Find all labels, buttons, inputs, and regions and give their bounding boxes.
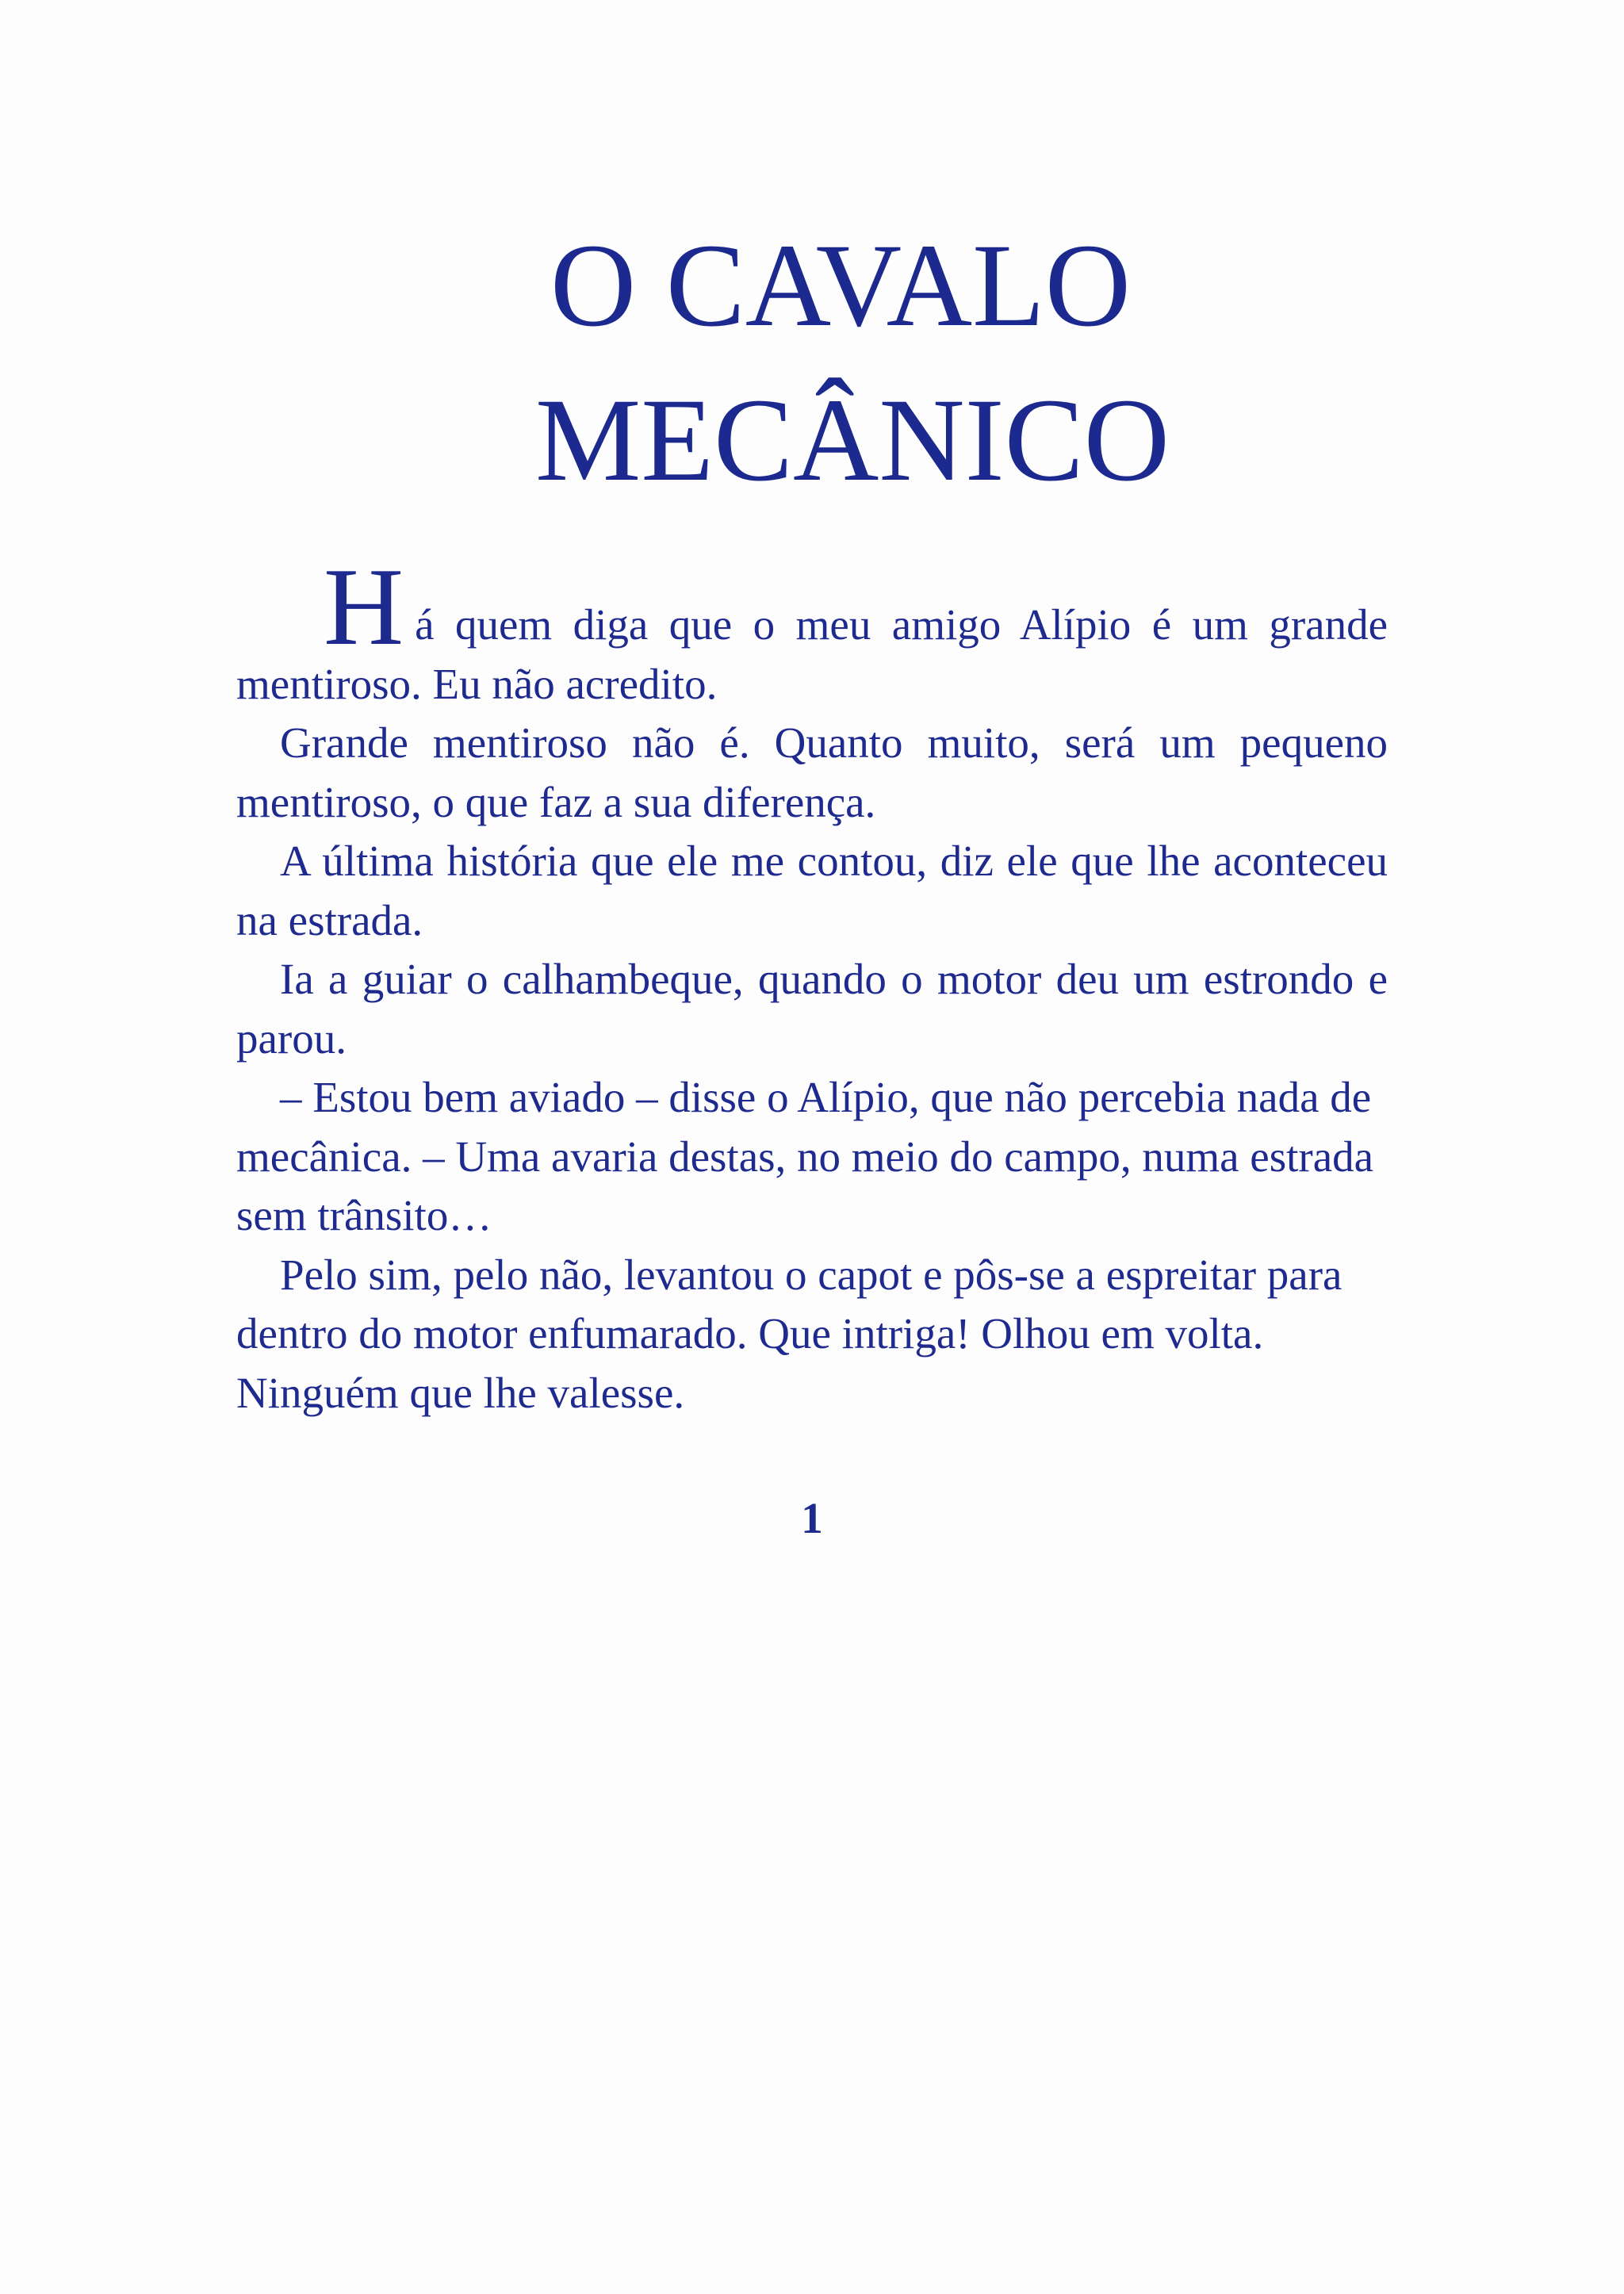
page-number: 1 [801,1494,823,1542]
paragraph-1 [236,546,1388,714]
story-body [236,546,1388,1423]
drop-cap: H [324,546,404,668]
paragraph-4: Ia a guiar o calhambeque, quando o motor deu um estrondo e parou. [236,955,1388,1063]
paragraph-5: – Estou bem aviado – disse o Alípio, que não percebia nada de mecânica. – Uma avaria destas, no meio do campo, numa estrada sem trânsito… [236,1073,1374,1239]
title-line-1: O CAVALO [550,220,1132,351]
paragraph-2: Grande mentiroso não é. Quanto muito, será um pequeno mentiroso, o que faz a sua diferença. [236,718,1388,826]
title-line-2: MECÂNICO [534,374,1170,506]
paragraph-6: Pelo sim, pelo não, levantou o capot e pôs-se a espreitar para dentro do motor enfumarado. Que intriga! Olhou em volta. Ninguém que lhe valesse. [236,1250,1342,1417]
paragraph-1-text: á quem diga que o meu amigo Alípio é um grande mentiroso. Eu não acredito. [236,600,1388,708]
paragraph-3: A última história que ele me contou, diz ele que lhe aconteceu na estrada. [236,837,1388,944]
